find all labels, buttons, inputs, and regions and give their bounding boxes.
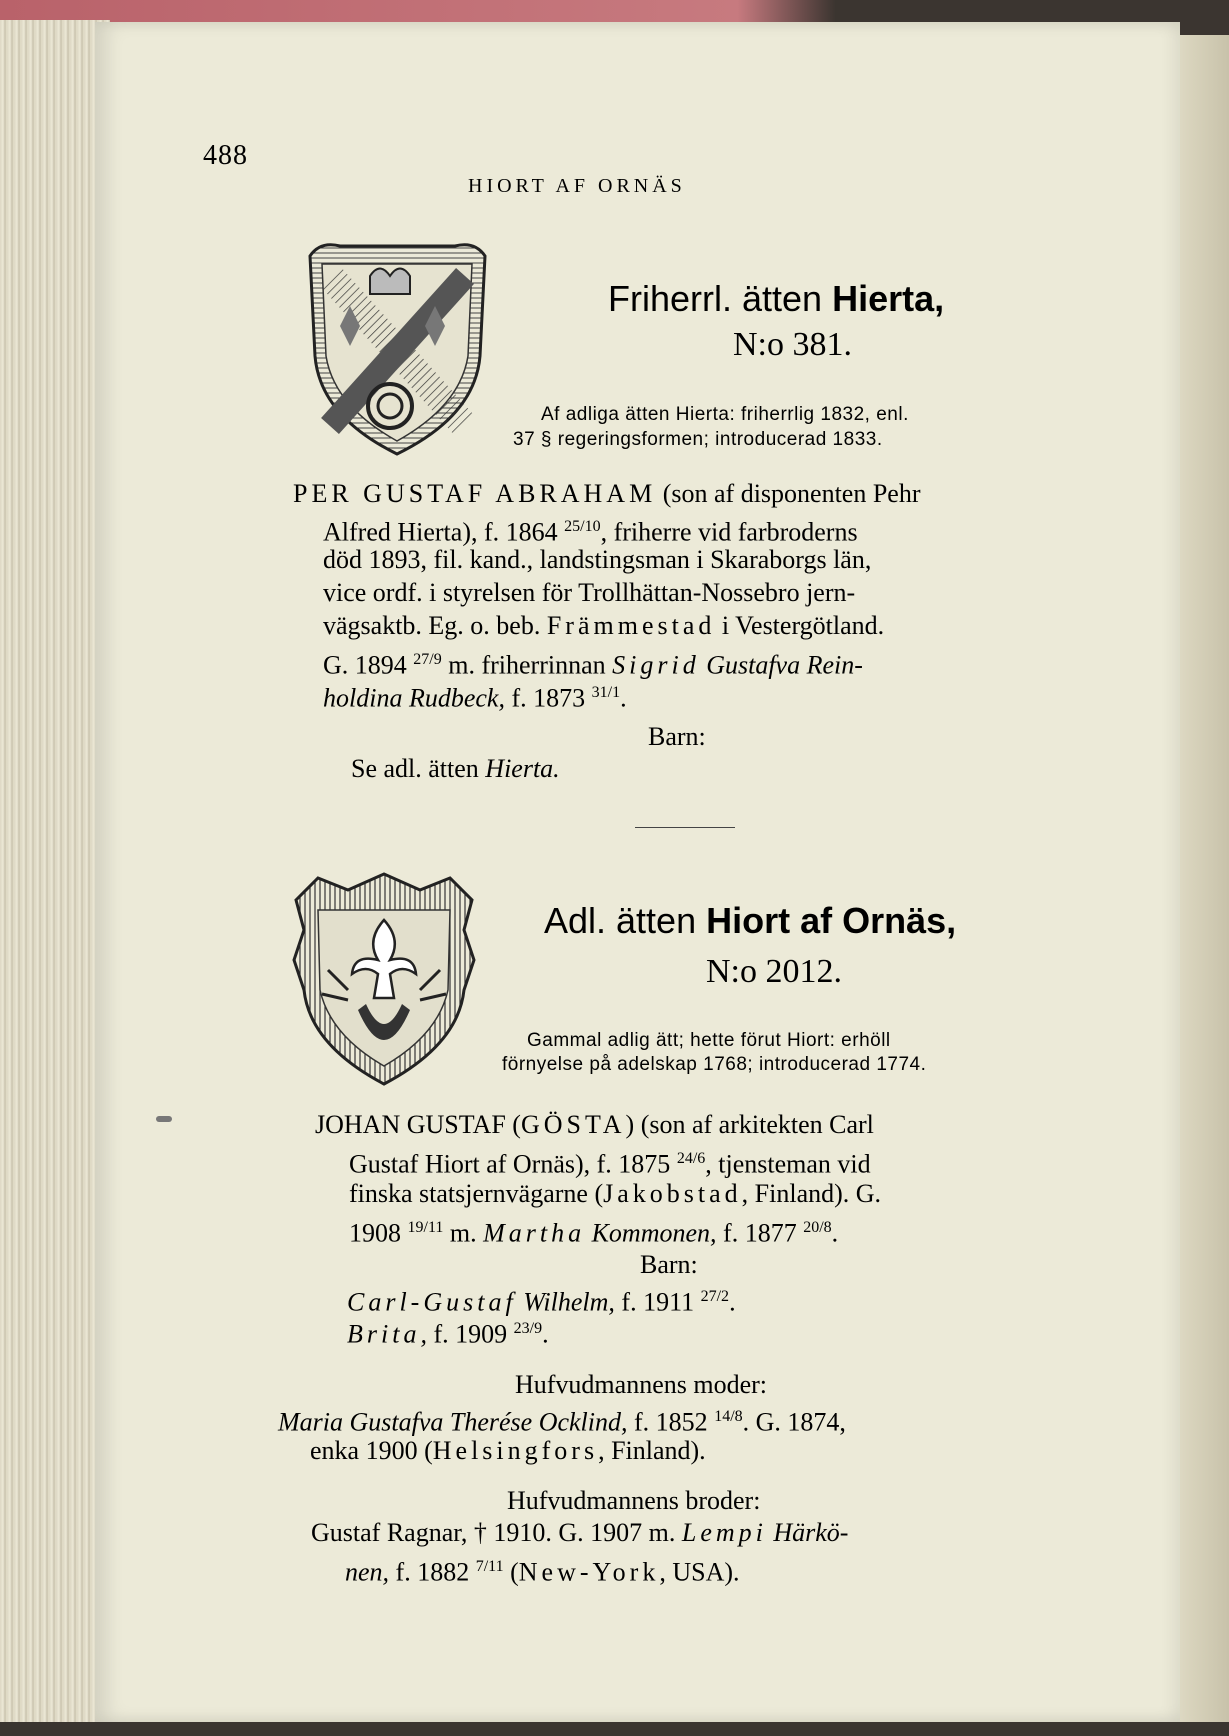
hiort-child-2: Brita, f. 1909 $^{23/9}$. [347,1319,549,1349]
ink-smudge [156,1116,172,1122]
book-page [95,22,1180,1722]
hierta-entry-line1: PER GUSTAF ABRAHAM (son af disponenten Pehr [293,479,921,508]
moder-line2: enka 1900 (Helsingfors, Finland). [310,1436,706,1465]
running-head: HIORT AF ORNÄS [468,175,686,197]
hierta-family-title: Friherrl. ätten Hierta, [608,278,945,319]
hierta-entry-line4: vice ordf. i styrelsen för Trollhättan-Nossebro jern- [323,578,856,607]
hiort-entry-line1: JOHAN GUSTAF (GÖSTA) (son af arkitekten Carl [315,1110,874,1139]
hiort-child-1: Carl-Gustaf Wilhelm, f. 1911 $^{27/2}$. [347,1287,736,1317]
section-divider [635,827,735,828]
hierta-entry-line3: död 1893, fil. kand., landstingsman i Skaraborgs län, [323,545,872,574]
hierta-barn-label: Barn: [648,722,706,751]
hiort-note-line1: Gammal adlig ätt; hette förut Hiort: erhöll [527,1030,891,1051]
hierta-coat-of-arms [300,236,495,461]
hiort-entry-line2: Gustaf Hiort af Ornäs), f. 1875 $^{24/6}$, tjensteman vid [349,1149,871,1179]
hierta-note-line2: 37 § regeringsformen; introducerad 1833. [513,429,883,450]
hierta-entry-line2: Alfred Hierta), f. 1864 $^{25/10}$, friherre vid farbroderns [323,517,858,547]
hierta-entry-line5: vägsaktb. Eg. o. beb. Främmestad i Vestergötland. [323,611,885,640]
hiort-coat-of-arms [288,870,480,1088]
hierta-entry-line6: G. 1894 $^{27/9}$ m. friherrinnan Sigrid Gustafva Rein- [323,650,863,680]
hiort-entry-line4: 1908 $^{19/11}$ m. Martha Kommonen, f. 1877 $^{20/8}$. [349,1218,839,1248]
moder-label: Hufvudmannens moder: [515,1370,768,1399]
hierta-see-reference: Se adl. ätten Hierta. [351,754,560,783]
hiort-number: N:o 2012. [706,953,842,990]
hiort-family-title: Adl. ätten Hiort af Ornäs, [544,900,957,941]
hierta-number: N:o 381. [733,326,852,363]
moder-line1: Maria Gustafva Therése Ocklind, f. 1852 $^{14/8}$. G. 1874, [278,1407,846,1437]
page-number: 488 [203,140,248,171]
hiort-entry-line3: finska statsjernvägarne (Jakobstad, Finland). G. [349,1179,882,1208]
broder-label: Hufvudmannens broder: [507,1486,761,1515]
hierta-note-line1: Af adliga ätten Hierta: friherrlig 1832, enl. [541,404,909,425]
broder-line2: nen, f. 1882 $^{7/11}$ (New-York, USA). [345,1557,740,1587]
page-edges [0,20,110,1736]
hiort-barn-label: Barn: [640,1250,698,1279]
hierta-entry-line7: holdina Rudbeck, f. 1873 $^{31/1}$. [323,683,627,713]
hiort-note-line2: förnyelse på adelskap 1768; introducerad 1774. [502,1054,927,1075]
bottom-edge [0,1722,1229,1736]
broder-line1: Gustaf Ragnar, † 1910. G. 1907 m. Lempi Härkö- [311,1518,849,1547]
